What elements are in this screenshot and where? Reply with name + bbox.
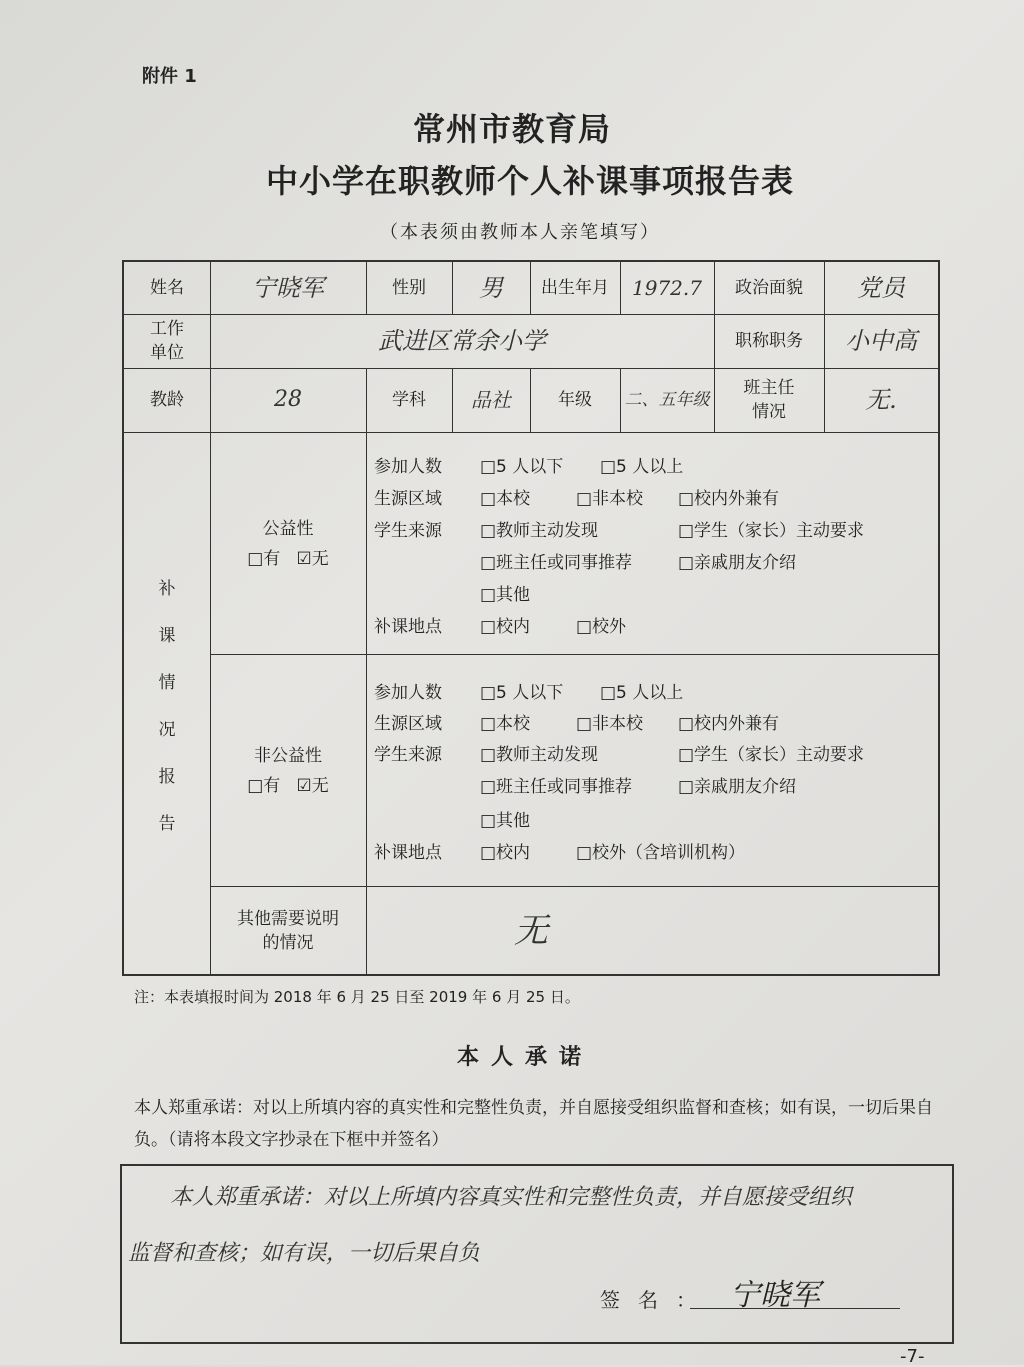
attachment-label: 附件 1 (142, 66, 197, 87)
row-divider (210, 654, 938, 655)
report-vertical-label (124, 434, 210, 974)
nonpublic-place-opt2[interactable]: □校外（含培训机构） (576, 843, 746, 863)
vertical-char: 报 (158, 767, 176, 787)
promise-title: 本人承诺 (456, 1045, 593, 1070)
other-label-line1: 其他需要说明 (237, 909, 339, 929)
public-label: 公益性 (262, 519, 314, 539)
row-divider (124, 432, 938, 433)
head-teacher-label (714, 368, 824, 432)
head-teacher-label-line1: 班主任 (743, 378, 795, 398)
nonpublic-place-opt1[interactable]: □校内 (480, 843, 531, 863)
other-label-line2: 的情况 (262, 933, 314, 953)
title-duty-value: 小中高 (845, 327, 917, 355)
name-label: 姓名 (150, 278, 184, 298)
name-value: 宁晓军 (252, 274, 324, 302)
public-has-checkbox[interactable]: □有 (247, 549, 281, 569)
public-region-opt1[interactable]: □本校 (480, 489, 531, 509)
vertical-char: 补 (158, 579, 176, 599)
public-source-opt1[interactable]: □教师主动发现 (480, 521, 599, 541)
head-teacher-label-line2: 情况 (752, 402, 786, 422)
vertical-char: 告 (158, 814, 176, 834)
public-source-label: 学生来源 (374, 521, 442, 541)
nonpublic-place-label: 补课地点 (374, 843, 442, 863)
teaching-years-value: 28 (274, 387, 302, 412)
nonpublic-has-checkbox[interactable]: □有 (247, 776, 281, 796)
col-divider (366, 368, 367, 974)
vertical-char: 课 (158, 626, 176, 646)
vertical-char: 情 (158, 673, 176, 693)
public-place-opt1[interactable]: □校内 (480, 617, 531, 637)
public-count-opt2[interactable]: □5 人以上 (600, 457, 684, 477)
nonpublic-source-opt4[interactable]: □亲戚朋友介绍 (678, 777, 797, 797)
title-line-1: 常州市教育局 (412, 110, 611, 148)
nonpublic-source-opt3[interactable]: □班主任或同事推荐 (480, 777, 633, 797)
nonpublic-region-opt1[interactable]: □本校 (480, 714, 531, 734)
public-count-label: 参加人数 (374, 457, 442, 477)
subject-label: 学科 (392, 390, 426, 410)
handwritten-line-1: 本人郑重承诺：对以上所填内容真实性和完整性负责，并自愿接受组织 (170, 1185, 853, 1210)
teaching-years-label: 教龄 (150, 390, 184, 410)
promise-text: 本人郑重承诺：对以上所填内容的真实性和完整性负责，并自愿接受组织监督和查核；如有误，一切后果自负。（请将本段文字抄录在下框中并签名） (134, 1098, 933, 1150)
public-source-opt4[interactable]: □亲戚朋友介绍 (678, 553, 797, 573)
public-region-label: 生源区域 (374, 489, 442, 509)
report-table (122, 260, 940, 976)
nonpublic-none-checkbox[interactable]: ☑无 (296, 776, 329, 796)
title-duty-label: 职称职务 (735, 331, 803, 351)
handwritten-line-2: 监督和查核；如有误，一切后果自负 (128, 1241, 481, 1266)
gender-label: 性别 (392, 278, 426, 298)
footnote: 注：本表填报时间为 2018 年 6 月 25 日至 2019 年 6 月 25 日。 (134, 988, 580, 1006)
public-place-opt2[interactable]: □校外 (576, 617, 627, 637)
work-unit-label (124, 314, 210, 368)
public-has-none (247, 547, 329, 571)
nonpublic-has-none (247, 774, 329, 798)
nonpublic-region-opt3[interactable]: □校内外兼有 (678, 714, 780, 734)
grade-value: 二、五年级 (624, 390, 710, 410)
vertical-char: 况 (158, 720, 176, 740)
nonpublic-count-opt1[interactable]: □5 人以下 (480, 683, 564, 703)
work-label-line2: 单位 (150, 343, 184, 363)
public-none-checkbox[interactable]: ☑无 (296, 549, 329, 569)
subject-value: 品社 (471, 388, 511, 412)
birth-value: 1972.7 (632, 276, 702, 300)
other-value: 无 (514, 911, 548, 951)
grade-label: 年级 (558, 390, 592, 410)
nonpublic-count-label: 参加人数 (374, 683, 442, 703)
head-teacher-value: 无. (865, 386, 897, 414)
page-number: -7- (900, 1346, 925, 1367)
public-count-opt1[interactable]: □5 人以下 (480, 457, 564, 477)
public-region-opt2[interactable]: □非本校 (576, 489, 644, 509)
signature: 宁晓军 (730, 1278, 820, 1313)
nonpublic-label: 非公益性 (254, 746, 322, 766)
gender-value: 男 (479, 274, 503, 302)
work-unit-value: 武进区常余小学 (378, 327, 546, 355)
nonpublic-source-opt1[interactable]: □教师主动发现 (480, 745, 599, 765)
public-section-label (210, 434, 366, 654)
nonpublic-count-opt2[interactable]: □5 人以上 (600, 683, 684, 703)
work-label-line1: 工作 (150, 319, 184, 339)
nonpublic-region-label: 生源区域 (374, 714, 442, 734)
title-line-2: 中小学在职教师个人补课事项报告表 (265, 162, 794, 200)
public-place-label: 补课地点 (374, 617, 442, 637)
sign-label: 签名： (600, 1288, 714, 1312)
nonpublic-source-label: 学生来源 (374, 745, 442, 765)
nonpublic-section-label (210, 656, 366, 886)
row-divider (210, 886, 938, 887)
other-label (210, 888, 366, 974)
subtitle: （本表须由教师本人亲笔填写） (380, 222, 660, 243)
birth-label: 出生年月 (541, 278, 609, 298)
public-region-opt3[interactable]: □校内外兼有 (678, 489, 780, 509)
nonpublic-source-opt2[interactable]: □学生（家长）主动要求 (678, 745, 865, 765)
public-source-opt3[interactable]: □班主任或同事推荐 (480, 553, 633, 573)
nonpublic-source-opt5[interactable]: □其他 (480, 811, 531, 831)
politics-label: 政治面貌 (735, 278, 803, 298)
public-source-opt5[interactable]: □其他 (480, 585, 531, 605)
politics-value: 党员 (857, 274, 905, 302)
public-source-opt2[interactable]: □学生（家长）主动要求 (678, 521, 865, 541)
nonpublic-region-opt2[interactable]: □非本校 (576, 714, 644, 734)
